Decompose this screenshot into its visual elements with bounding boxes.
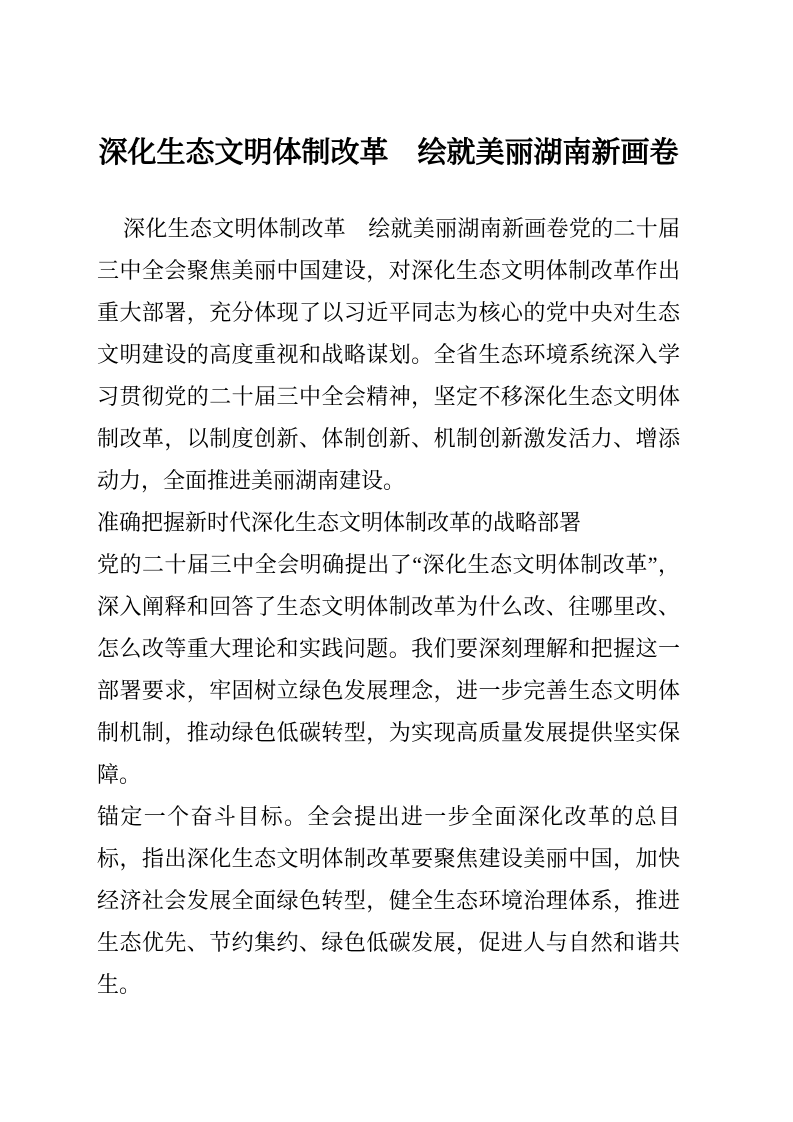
- paragraph-body-1: 党的二十届三中全会明确提出了“深化生态文明体制改革”，深入阐释和回答了生态文明体制改革为什么改、往哪里改、怎么改等重大理论和实践问题。我们要深刻理解和把握这一部署要求，牢固树立绿色发展理念，进一步完善生态文明体制机制，推动绿色低碳转型，为实现高质量发展提供坚实保障。: [97, 552, 680, 787]
- document-body: [97, 208, 680, 1006]
- paragraph-body-2: 锚定一个奋斗目标。全会提出进一步全面深化改革的总目标，指出深化生态文明体制改革要聚焦建设美丽中国，加快经济社会发展全面绿色转型，健全生态环境治理体系，推进生态优先、节约集约、绿色低碳发展，促进人与自然和谐共生。: [97, 804, 680, 997]
- paragraph-intro: 深化生态文明体制改革 绘就美丽湖南新画卷党的二十届三中全会聚焦美丽中国建设，对深化生态文明体制改革作出重大部署，充分体现了以习近平同志为核心的党中央对生态文明建设的高度重视和战略谋划。全省生态环境系统深入学习贯彻党的二十届三中全会精神，坚定不移深化生态文明体制改革，以制度创新、体制创新、机制创新激发活力、增添动力，全面推进美丽湖南建设。: [97, 216, 680, 493]
- document-title: 深化生态文明体制改革 绘就美丽湖南新画卷: [98, 137, 679, 169]
- paragraph-section-heading: 准确把握新时代深化生态文明体制改革的战略部署: [97, 510, 582, 535]
